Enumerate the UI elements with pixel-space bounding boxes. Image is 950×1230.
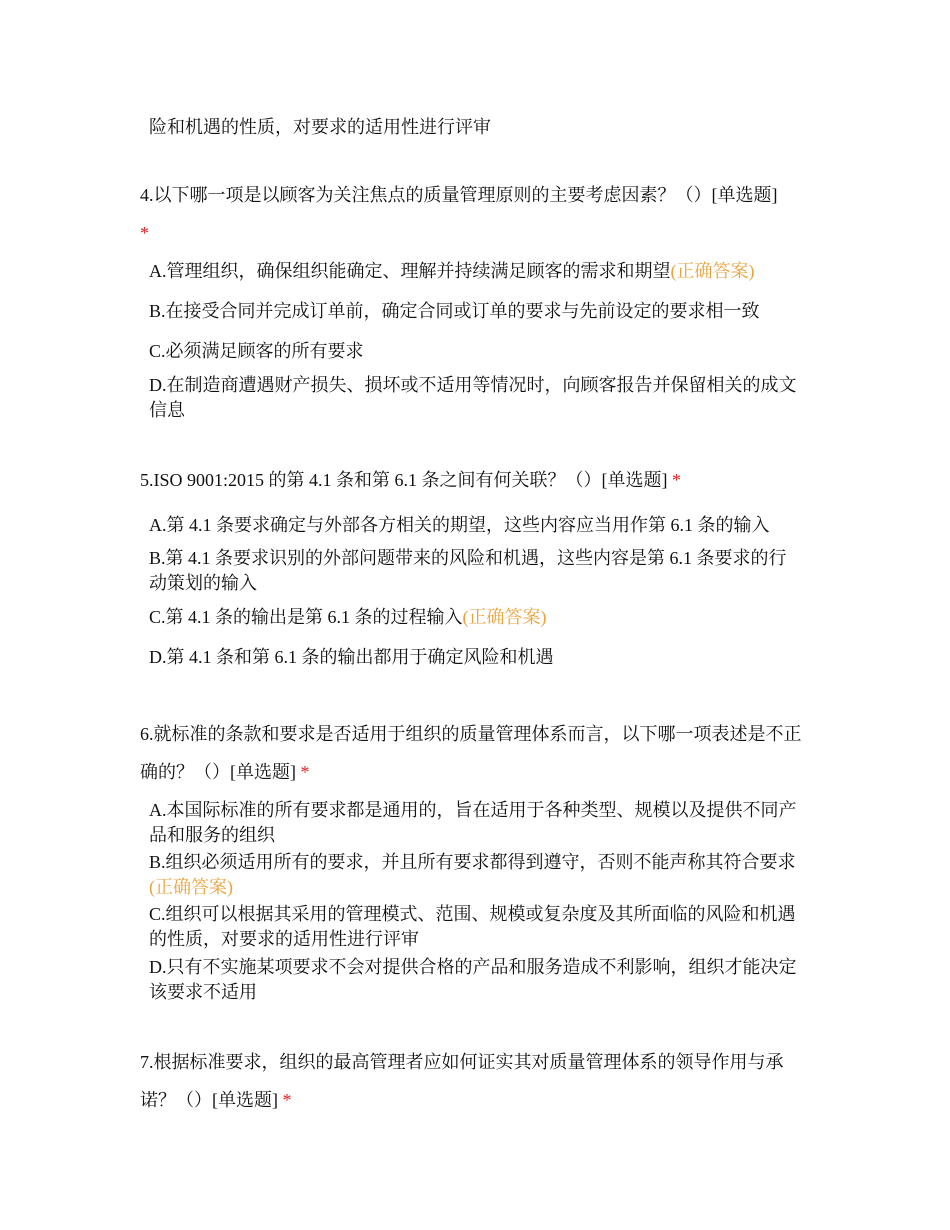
- continuation-text: 险和机遇的性质，对要求的适用性进行评审: [149, 117, 491, 137]
- question-text: 根据标准要求，组织的最高管理者应如何证实其对质量管理体系的领导作用与承诺？（）[单选题]: [140, 1052, 784, 1110]
- option-text: C.第 4.1 条的输出是第 6.1 条的过程输入: [149, 607, 463, 627]
- option-4d[interactable]: [149, 373, 804, 423]
- question-4: [140, 176, 820, 252]
- option-text: C.必须满足顾客的所有要求: [149, 341, 364, 361]
- option-text: B.在接受合同并完成订单前，确定合同或订单的要求与先前设定的要求相一致: [149, 301, 760, 321]
- question-number: 5.: [140, 470, 154, 490]
- question-7: [140, 1043, 815, 1119]
- required-marker: *: [300, 762, 310, 782]
- required-marker: *: [282, 1090, 292, 1110]
- question-number: 4.: [140, 185, 154, 205]
- option-text: D.在制造商遭遇财产损失、损坏或不适用等情况时，向顾客报告并保留相关的成文信息: [149, 375, 797, 420]
- option-6a[interactable]: [149, 798, 809, 848]
- question-number: 7.: [140, 1052, 154, 1072]
- option-text: A.本国际标准的所有要求都是通用的，旨在适用于各种类型、规模以及提供不同产品和服务的组织: [149, 800, 797, 845]
- option-4c[interactable]: [149, 339, 809, 364]
- option-5c[interactable]: [149, 605, 809, 630]
- question-5: [140, 461, 820, 499]
- option-6d[interactable]: [149, 955, 809, 1005]
- option-text: D.只有不实施某项要求不会对提供合格的产品和服务造成不利影响，组织才能决定该要求不适用: [149, 957, 797, 1002]
- correct-answer-label: (正确答案): [670, 261, 755, 281]
- option-text: A.第 4.1 条要求确定与外部各方相关的期望，这些内容应当用作第 6.1 条的输入: [149, 515, 770, 535]
- option-4b[interactable]: [149, 299, 809, 324]
- option-text: A.管理组织，确保组织能确定、理解并持续满足顾客的需求和期望: [149, 261, 671, 281]
- question-number: 6.: [140, 724, 154, 744]
- option-5a[interactable]: [149, 513, 829, 538]
- option-6c[interactable]: [149, 902, 809, 952]
- correct-answer-label: (正确答案): [462, 607, 547, 627]
- option-text: D.第 4.1 条和第 6.1 条的输出都用于确定风险和机遇: [149, 647, 554, 667]
- option-text: B.第 4.1 条要求识别的外部问题带来的风险和机遇，这些内容是第 6.1 条要求的行动策划的输入: [149, 548, 787, 593]
- option-text: B.组织必须适用所有的要求，并且所有要求都得到遵守，否则不能声称其符合要求: [149, 852, 796, 872]
- question-text: 就标准的条款和要求是否适用于组织的质量管理体系而言，以下哪一项表述是不正确的？（）[单选题]: [140, 724, 802, 782]
- option-6b[interactable]: [149, 850, 809, 900]
- option-text: C.组织可以根据其采用的管理模式、范围、规模或复杂度及其所面临的风险和机遇的性质，对要求的适用性进行评审: [149, 904, 796, 949]
- option-5d[interactable]: [149, 645, 809, 670]
- option-5b[interactable]: [149, 546, 794, 596]
- required-marker: *: [140, 223, 149, 243]
- required-marker: *: [672, 470, 681, 490]
- question-text: ISO 9001:2015 的第 4.1 条和第 6.1 条之间有何关联？（）[单选题]: [153, 470, 668, 490]
- correct-answer-label: (正确答案): [149, 877, 233, 897]
- option-4a[interactable]: [149, 259, 809, 284]
- question-text: 以下哪一项是以顾客为关注焦点的质量管理原则的主要考虑因素？（）[单选题]: [153, 185, 778, 205]
- question-6: [140, 715, 815, 791]
